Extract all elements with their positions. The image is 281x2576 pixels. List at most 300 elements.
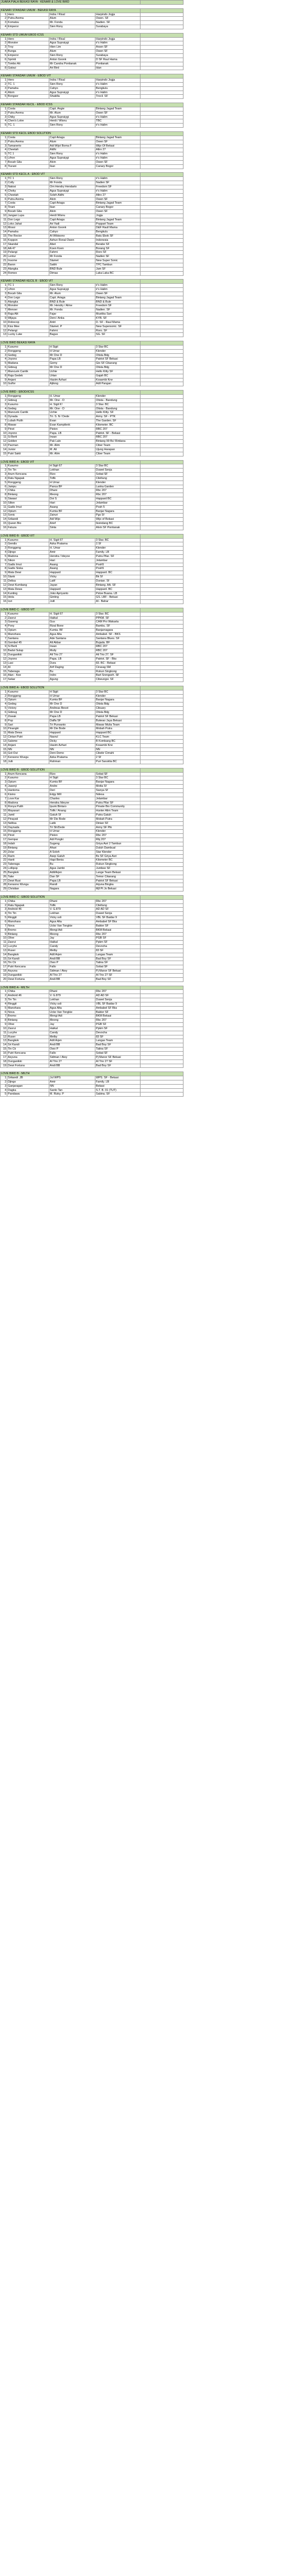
rank-cell[interactable]: 8	[1, 641, 7, 645]
empty-cell[interactable]	[49, 456, 95, 460]
section-title[interactable]: LOVE BIRD A - MILTH	[1, 986, 140, 990]
empty-cell[interactable]	[140, 768, 183, 772]
owner-cell[interactable]: Sien Rony	[49, 124, 95, 128]
empty-cell[interactable]	[140, 731, 183, 735]
bird-name-cell[interactable]: TC. 1	[7, 124, 49, 128]
empty-cell[interactable]	[140, 95, 183, 99]
bird-name-cell[interactable]: Kusumo	[7, 345, 49, 349]
empty-cell[interactable]	[140, 608, 183, 612]
team-cell[interactable]: Bad Boy SF	[95, 1064, 140, 1068]
team-cell[interactable]: Santana Blues. SF	[95, 637, 140, 641]
team-cell[interactable]: Posh5	[95, 567, 140, 571]
owner-cell[interactable]: Mr. One - D	[49, 398, 95, 403]
bird-name-cell[interactable]: Pandawa	[7, 1092, 49, 1097]
owner-cell[interactable]: Gemy	[49, 362, 95, 366]
owner-cell[interactable]: Charles	[49, 797, 95, 801]
empty-cell[interactable]	[140, 735, 183, 740]
owner-cell[interactable]: Candy	[49, 945, 95, 949]
rank-cell[interactable]: 14	[1, 1043, 7, 1047]
bird-name-cell[interactable]: Si Berti	[7, 645, 49, 649]
bird-name-cell[interactable]: Mata Dewi	[7, 571, 49, 575]
team-cell[interactable]: Lanka Garden	[95, 485, 140, 489]
rank-cell[interactable]: 15	[1, 957, 7, 961]
rank-cell[interactable]: 8	[1, 1019, 7, 1023]
team-cell[interactable]: Happard. BC	[95, 571, 140, 575]
team-cell[interactable]: Sobat SF	[95, 772, 140, 776]
bird-name-cell[interactable]: Si Berti	[7, 436, 49, 440]
bird-name-cell[interactable]: Dewi Kumbang	[7, 583, 49, 587]
empty-cell[interactable]	[140, 838, 183, 842]
empty-cell[interactable]	[140, 395, 183, 399]
team-cell[interactable]: Langas Team	[95, 1039, 140, 1043]
rank-cell[interactable]: 3	[1, 1084, 7, 1088]
section-title[interactable]: LOVE BIRD A - EBOD VIT	[1, 460, 140, 464]
empty-cell[interactable]	[140, 567, 183, 571]
empty-cell[interactable]	[140, 473, 183, 477]
bird-name-cell[interactable]: Opium	[7, 780, 49, 785]
owner-cell[interactable]: Jul WPS	[49, 1076, 95, 1080]
empty-cell[interactable]	[140, 353, 183, 358]
owner-cell[interactable]: Hapi Benia	[49, 858, 95, 863]
rank-cell[interactable]: 9	[1, 1023, 7, 1027]
bird-name-cell[interactable]: Azyuna	[7, 1055, 49, 1060]
rank-cell[interactable]: 7	[1, 202, 7, 206]
empty-cell[interactable]	[1, 337, 7, 341]
team-cell[interactable]: Mustika Sari	[95, 313, 140, 317]
owner-cell[interactable]: Arif Daging	[49, 665, 95, 670]
empty-cell[interactable]	[7, 891, 49, 896]
bird-name-cell[interactable]: Gembel 45	[7, 641, 49, 645]
bird-name-cell[interactable]: Insome	[7, 259, 49, 263]
empty-cell[interactable]	[140, 707, 183, 711]
empty-cell[interactable]	[140, 345, 183, 349]
bird-name-cell[interactable]: Baron	[7, 263, 49, 267]
team-cell[interactable]: NN	[95, 748, 140, 752]
bird-name-cell[interactable]: Hero	[7, 79, 49, 83]
bird-name-cell[interactable]: Indah	[7, 842, 49, 846]
rank-cell[interactable]: 13	[1, 333, 7, 337]
owner-cell[interactable]: Owo P	[49, 1047, 95, 1052]
team-cell[interactable]: Cileltung	[95, 476, 140, 481]
owner-cell[interactable]: Deni / Anka	[49, 316, 95, 320]
bird-name-cell[interactable]: Bunga	[7, 50, 49, 54]
bird-name-cell[interactable]: Tombo Ati	[7, 62, 49, 66]
empty-cell[interactable]	[140, 1060, 183, 1064]
rank-cell[interactable]: 15	[1, 452, 7, 456]
bird-name-cell[interactable]: Djingo	[7, 1080, 49, 1084]
empty-cell[interactable]	[140, 1080, 183, 1084]
owner-cell[interactable]: Agus Supraiygi	[49, 189, 95, 193]
rank-cell[interactable]: 1	[1, 136, 7, 140]
team-cell[interactable]: Ujung Harapan	[95, 448, 140, 452]
team-cell[interactable]: Army. SF - PTK	[95, 415, 140, 419]
empty-cell[interactable]	[140, 501, 183, 505]
owner-cell[interactable]: Hendra /Ideyoe	[49, 801, 95, 805]
owner-cell[interactable]: Tofik / Anang	[49, 809, 95, 813]
team-cell[interactable]: Ambabel SF Bks	[95, 920, 140, 924]
empty-cell[interactable]	[7, 456, 49, 460]
empty-cell[interactable]	[140, 518, 183, 522]
team-cell[interactable]: RBC 207	[95, 436, 140, 440]
bird-name-cell[interactable]: Cheetah	[7, 148, 49, 152]
bird-name-cell[interactable]: Kusumo	[7, 538, 49, 542]
rank-cell[interactable]: 15	[1, 596, 7, 600]
rank-cell[interactable]: 12	[1, 509, 7, 514]
empty-cell[interactable]	[49, 891, 95, 896]
empty-cell[interactable]	[7, 4, 49, 8]
bird-name-cell[interactable]: Sonic	[7, 514, 49, 518]
team-cell[interactable]: Owen SF	[95, 140, 140, 144]
bird-name-cell[interactable]: TC 1	[7, 177, 49, 181]
team-cell[interactable]: D&F Raull Mama	[95, 226, 140, 230]
bird-name-cell[interactable]: Delisa	[7, 579, 49, 583]
team-cell[interactable]: Sobat SF	[95, 965, 140, 969]
empty-cell[interactable]	[140, 456, 183, 460]
bird-name-cell[interactable]: Skandal	[7, 242, 49, 247]
empty-cell[interactable]	[140, 625, 183, 629]
empty-cell[interactable]	[140, 1006, 183, 1010]
owner-cell[interactable]: Adil Arjen	[49, 953, 95, 957]
empty-cell[interactable]	[140, 37, 183, 41]
owner-cell[interactable]: Doi S	[49, 497, 95, 501]
empty-cell[interactable]	[140, 653, 183, 657]
owner-cell[interactable]: H. Umar	[49, 395, 95, 399]
rank-cell[interactable]: 2	[1, 469, 7, 473]
empty-cell[interactable]	[140, 226, 183, 230]
owner-cell[interactable]: Agus Supraiygi	[49, 41, 95, 46]
team-cell[interactable]: Mobah Putra	[95, 727, 140, 731]
empty-cell[interactable]	[140, 366, 183, 370]
bird-name-cell[interactable]: Gendis	[7, 542, 49, 547]
rank-cell[interactable]: 20	[1, 977, 7, 982]
rank-cell[interactable]: 10	[1, 1027, 7, 1031]
rank-cell[interactable]: 7	[1, 489, 7, 493]
team-cell[interactable]: Happard BC	[95, 731, 140, 735]
owner-cell[interactable]: Al Trio 27	[49, 973, 95, 977]
bird-name-cell[interactable]: Cheetah	[7, 193, 49, 197]
team-cell[interactable]: D. SF - Raul Mama	[95, 320, 140, 325]
owner-cell[interactable]: Adi Wijo	[49, 518, 95, 522]
bird-name-cell[interactable]: Olive	[7, 936, 49, 941]
rank-cell[interactable]: 16	[1, 600, 7, 604]
owner-cell[interactable]: Sinta	[49, 526, 95, 530]
bird-name-cell[interactable]: Bromo	[7, 1014, 49, 1019]
empty-cell[interactable]	[140, 4, 183, 8]
empty-cell[interactable]	[140, 1039, 183, 1043]
rank-cell[interactable]: 7	[1, 308, 7, 313]
empty-cell[interactable]	[140, 1076, 183, 1080]
empty-cell[interactable]	[49, 275, 95, 280]
empty-cell[interactable]	[140, 719, 183, 723]
rank-cell[interactable]: 14	[1, 826, 7, 830]
empty-cell[interactable]	[140, 382, 183, 386]
owner-cell[interactable]: Mr. Alum	[49, 111, 95, 115]
rank-cell[interactable]: 20	[1, 255, 7, 259]
empty-cell[interactable]	[140, 657, 183, 662]
bird-name-cell[interactable]: Dewi Fortuna	[7, 977, 49, 982]
bird-name-cell[interactable]: Pelangi	[7, 251, 49, 255]
owner-cell[interactable]: Happard	[49, 731, 95, 735]
empty-cell[interactable]	[140, 378, 183, 382]
rank-cell[interactable]: 6	[1, 710, 7, 715]
team-cell[interactable]: Happard BC	[95, 497, 140, 501]
rank-cell[interactable]: 4	[1, 91, 7, 95]
owner-cell[interactable]: Randi	[49, 883, 95, 887]
rank-cell[interactable]: 3	[1, 144, 7, 148]
bird-name-cell[interactable]: Santana	[7, 637, 49, 641]
bird-name-cell[interactable]: Cintan Putri	[7, 735, 49, 740]
team-cell[interactable]: Bengkulu	[95, 86, 140, 91]
owner-cell[interactable]: Daffa SF	[49, 719, 95, 723]
bird-name-cell[interactable]: Badut Sulap	[7, 649, 49, 653]
owner-cell[interactable]: Tofik	[49, 904, 95, 908]
section-title[interactable]: JUARA PIALA BEKASI RAYA - KENARI & LOVE BIRD	[1, 1, 140, 5]
rank-cell[interactable]: 5	[1, 789, 7, 793]
empty-cell[interactable]	[140, 481, 183, 485]
empty-cell[interactable]	[140, 612, 183, 616]
rank-cell[interactable]: 2	[1, 17, 7, 21]
team-cell[interactable]: Posh 5	[95, 505, 140, 509]
team-cell[interactable]: Patriot SF Bekasi	[95, 715, 140, 719]
empty-cell[interactable]	[95, 982, 140, 986]
bird-name-cell[interactable]: Putri Sakti	[7, 452, 49, 456]
rank-cell[interactable]: 1	[1, 1076, 7, 1080]
owner-cell[interactable]: Nagara	[49, 887, 95, 891]
empty-cell[interactable]	[140, 858, 183, 863]
owner-cell[interactable]: Uchie	[49, 370, 95, 374]
bird-name-cell[interactable]: Silion	[7, 501, 49, 505]
bird-name-cell[interactable]: Chen's Lotre	[7, 119, 49, 124]
empty-cell[interactable]	[140, 912, 183, 916]
bird-name-cell[interactable]: Gadis Imut	[7, 563, 49, 567]
team-cell[interactable]: Klender	[95, 481, 140, 485]
rank-cell[interactable]: 1	[1, 284, 7, 288]
rank-cell[interactable]: 3	[1, 46, 7, 50]
team-cell[interactable]: Dinian SF	[95, 821, 140, 826]
owner-cell[interactable]: Haikal	[49, 1027, 95, 1031]
rank-cell[interactable]: 9	[1, 645, 7, 649]
empty-cell[interactable]	[140, 152, 183, 157]
owner-cell[interactable]: Hari	[49, 501, 95, 505]
rank-cell[interactable]: 28	[1, 883, 7, 887]
bird-name-cell[interactable]: Kunting	[7, 592, 49, 596]
empty-cell[interactable]	[140, 103, 183, 107]
empty-cell[interactable]	[140, 21, 183, 25]
empty-cell[interactable]	[1, 169, 7, 173]
owner-cell[interactable]: Azhun Ronal Owen	[49, 238, 95, 242]
bird-name-cell[interactable]: Android 46	[7, 908, 49, 912]
empty-cell[interactable]	[7, 530, 49, 534]
owner-cell[interactable]: NN	[49, 748, 95, 752]
rank-cell[interactable]: 8	[1, 567, 7, 571]
empty-cell[interactable]	[140, 764, 183, 768]
rank-cell[interactable]: 11	[1, 579, 7, 583]
bird-name-cell[interactable]: Zasrui	[7, 1027, 49, 1031]
empty-cell[interactable]	[140, 296, 183, 300]
empty-cell[interactable]	[140, 830, 183, 834]
owner-cell[interactable]: Sugeng	[49, 842, 95, 846]
rank-cell[interactable]: 9	[1, 427, 7, 431]
team-cell[interactable]: Ambabel. SF - BKS	[95, 632, 140, 637]
rank-cell[interactable]: 10	[1, 649, 7, 653]
empty-cell[interactable]	[140, 469, 183, 473]
team-cell[interactable]: Banjarnagara	[95, 629, 140, 633]
empty-cell[interactable]	[1, 4, 7, 8]
bird-name-cell[interactable]: Sri Kandi	[7, 957, 49, 961]
team-cell[interactable]: ir's Halim	[95, 284, 140, 288]
rank-cell[interactable]: 5	[1, 152, 7, 157]
empty-cell[interactable]	[140, 789, 183, 793]
bird-name-cell[interactable]: Bangkok	[7, 1039, 49, 1043]
team-cell[interactable]: Banjar Nagara	[95, 509, 140, 514]
owner-cell[interactable]: Irwan	[49, 645, 95, 649]
rank-cell[interactable]: 4	[1, 551, 7, 555]
rank-cell[interactable]: 1	[1, 79, 7, 83]
bird-name-cell[interactable]: Gideug	[7, 398, 49, 403]
empty-cell[interactable]	[140, 559, 183, 563]
bird-name-cell[interactable]: Anjani	[7, 743, 49, 748]
team-cell[interactable]: Duwet Senja	[95, 998, 140, 1002]
team-cell[interactable]: Harpindo Jogja	[95, 13, 140, 17]
empty-cell[interactable]	[95, 99, 140, 103]
empty-cell[interactable]	[7, 70, 49, 74]
rank-cell[interactable]: 17	[1, 678, 7, 682]
owner-cell[interactable]: Dhani	[49, 990, 95, 994]
empty-cell[interactable]	[49, 4, 95, 8]
empty-cell[interactable]	[140, 235, 183, 239]
rank-cell[interactable]: 5	[1, 1092, 7, 1097]
team-cell[interactable]: Tatina SF	[95, 1047, 140, 1052]
team-cell[interactable]: Duluh Dambual	[95, 846, 140, 850]
bird-name-cell[interactable]: Mossi	[7, 226, 49, 230]
owner-cell[interactable]: Kumia BF	[49, 698, 95, 702]
bird-name-cell[interactable]: Gedeg	[7, 407, 49, 411]
bird-name-cell[interactable]: Lubah Putih	[7, 419, 49, 423]
empty-cell[interactable]	[140, 826, 183, 830]
rank-cell[interactable]: 1	[1, 612, 7, 616]
rank-cell[interactable]: 26	[1, 875, 7, 879]
empty-cell[interactable]	[140, 206, 183, 210]
owner-cell[interactable]: Kumia. BF	[49, 629, 95, 633]
team-cell[interactable]: Hunter Alim Team	[95, 809, 140, 813]
empty-cell[interactable]	[140, 325, 183, 329]
rank-cell[interactable]: 2	[1, 349, 7, 353]
team-cell[interactable]: Owen SF	[95, 50, 140, 54]
team-cell[interactable]: Klender	[95, 830, 140, 834]
owner-cell[interactable]: Ali Trio 27	[49, 653, 95, 657]
owner-cell[interactable]: Asang	[49, 563, 95, 567]
team-cell[interactable]: Otista Bdg	[95, 366, 140, 370]
owner-cell[interactable]: Santo Tan	[49, 1088, 95, 1092]
empty-cell[interactable]	[140, 710, 183, 715]
rank-cell[interactable]: 3	[1, 185, 7, 189]
owner-cell[interactable]: Jay	[49, 936, 95, 941]
owner-cell[interactable]: Sidman / Atey	[49, 969, 95, 974]
bird-name-cell[interactable]: Dagka	[7, 1088, 49, 1092]
rank-cell[interactable]: 14	[1, 448, 7, 452]
empty-cell[interactable]	[140, 214, 183, 218]
team-cell[interactable]: Wijo Of Bekasi	[95, 144, 140, 148]
team-cell[interactable]: Bakter SF	[95, 1010, 140, 1014]
bird-name-cell[interactable]: Alan - Kee	[7, 674, 49, 678]
bird-name-cell[interactable]: Gol-Out	[7, 752, 49, 756]
bird-name-cell[interactable]: Siwawi	[7, 497, 49, 501]
bird-name-cell[interactable]: Kisino	[7, 793, 49, 797]
empty-cell[interactable]	[140, 210, 183, 214]
empty-cell[interactable]	[140, 415, 183, 419]
team-cell[interactable]: Rbj 207	[95, 838, 140, 842]
bird-name-cell[interactable]: Pinayati	[7, 817, 49, 821]
owner-cell[interactable]: Pak Lalo	[49, 440, 95, 444]
owner-cell[interactable]: A Soleh	[49, 850, 95, 854]
bird-name-cell[interactable]: Tiurani	[7, 164, 49, 169]
empty-cell[interactable]	[140, 801, 183, 805]
empty-cell[interactable]	[140, 986, 183, 990]
rank-cell[interactable]: 12	[1, 657, 7, 662]
team-cell[interactable]: Al Trio 27 SF	[95, 1060, 140, 1064]
owner-cell[interactable]: Sien Rony	[49, 53, 95, 58]
empty-cell[interactable]	[95, 386, 140, 391]
empty-cell[interactable]	[95, 530, 140, 534]
team-cell[interactable]: Jogja	[95, 214, 140, 218]
owner-cell[interactable]: Herdi / Wisnu	[49, 119, 95, 124]
empty-cell[interactable]	[140, 271, 183, 275]
rank-cell[interactable]: 11	[1, 731, 7, 735]
empty-cell[interactable]	[140, 218, 183, 222]
rank-cell[interactable]: 8	[1, 206, 7, 210]
rank-cell[interactable]: 11	[1, 436, 7, 440]
owner-cell[interactable]: Sien Rony	[49, 152, 95, 157]
owner-cell[interactable]: Om Hendry Hendarto	[49, 185, 95, 189]
team-cell[interactable]: Otista Bdg	[95, 702, 140, 707]
empty-cell[interactable]	[140, 821, 183, 826]
owner-cell[interactable]: Fallo	[49, 1052, 95, 1056]
empty-cell[interactable]	[140, 349, 183, 353]
owner-cell[interactable]: Indra / Risal	[49, 37, 95, 41]
empty-cell[interactable]	[140, 871, 183, 875]
team-cell[interactable]: CAM Pro Wakarta	[95, 620, 140, 625]
empty-cell[interactable]	[140, 715, 183, 719]
bird-name-cell[interactable]: Sari	[7, 723, 49, 727]
team-cell[interactable]: AD AD SF	[95, 994, 140, 998]
team-cell[interactable]: Owen SF	[95, 292, 140, 296]
team-cell[interactable]: Kilometer BC	[95, 858, 140, 863]
owner-cell[interactable]: Ucko Van Tongkie	[49, 1010, 95, 1014]
empty-cell[interactable]	[140, 1014, 183, 1019]
rank-cell[interactable]: 5	[1, 1006, 7, 1010]
empty-cell[interactable]	[140, 91, 183, 95]
owner-cell[interactable]: Mr. Alum	[49, 292, 95, 296]
empty-cell[interactable]	[7, 337, 49, 341]
rank-cell[interactable]: 29	[1, 887, 7, 891]
bird-name-cell[interactable]: Christian	[7, 887, 49, 891]
rank-cell[interactable]: 9	[1, 210, 7, 214]
team-cell[interactable]: Jumbee SF	[95, 867, 140, 871]
owner-cell[interactable]: Rahman	[49, 760, 95, 764]
team-cell[interactable]: 3 Star BC	[95, 690, 140, 694]
owner-cell[interactable]: Fallo	[49, 965, 95, 969]
rank-cell[interactable]: 3	[1, 292, 7, 296]
empty-cell[interactable]	[140, 953, 183, 957]
rank-cell[interactable]: 17	[1, 756, 7, 760]
rank-cell[interactable]: 7	[1, 637, 7, 641]
owner-cell[interactable]: Ade Santana	[49, 637, 95, 641]
owner-cell[interactable]: V. G.879	[49, 908, 95, 912]
bird-name-cell[interactable]: Pinangki	[7, 727, 49, 731]
bird-name-cell[interactable]: Manohara	[7, 920, 49, 924]
owner-cell[interactable]: Hari	[49, 559, 95, 563]
rank-cell[interactable]: 4	[1, 119, 7, 124]
